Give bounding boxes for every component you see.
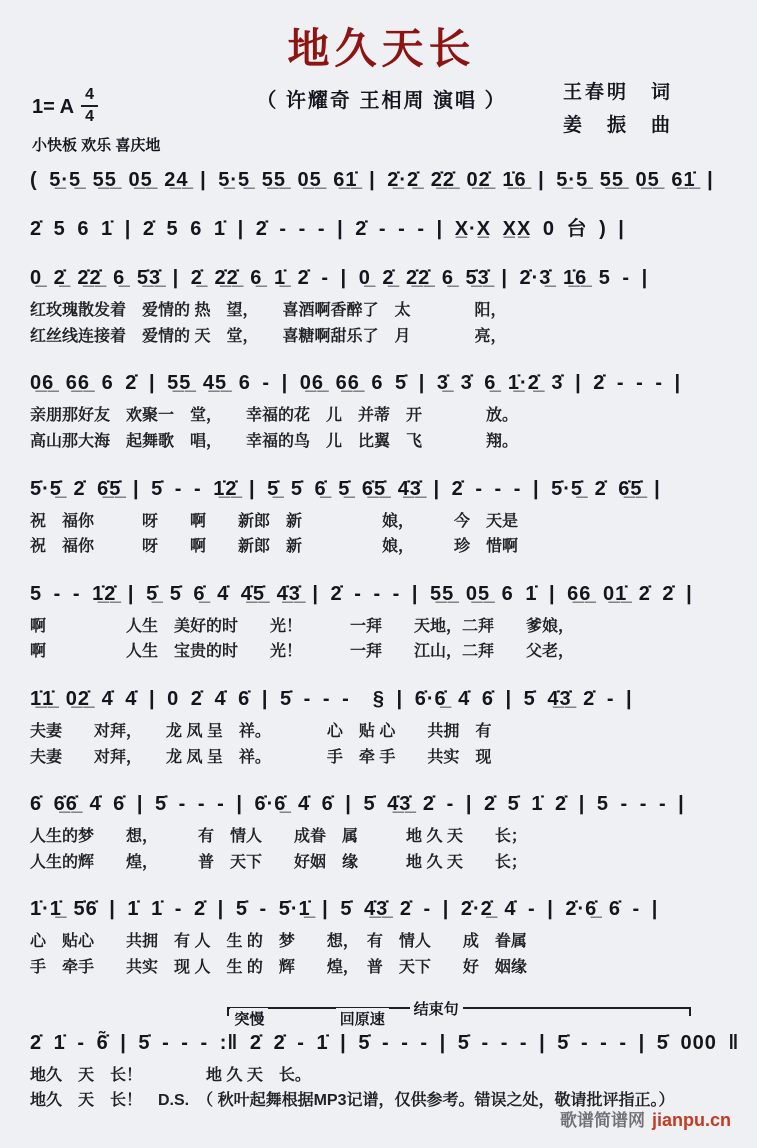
lyrics-row-b: 啊 人生 宝贵的时 光！ 一拜 江山，二拜 父老， xyxy=(30,643,575,661)
notation-row: 2̇ 1̇ - 6̇̃ | 5̇ - - - :‖ 2̇ 2̇ - 1̇ | 5̇ - - - | 5̇ - - - | 5̇ - - - | 5̇ 000 ‖ xyxy=(30,1031,740,1054)
lyrics-row-a: 红玫瑰散发着 爱情的 热 望， 喜酒啊香醉了 太 阳， xyxy=(30,302,507,320)
music-line-10 xyxy=(30,1023,740,1114)
lyrics-row-a: 啊 人生 美好的时 光！ 一拜 天地，二拜 爹娘， xyxy=(30,617,575,635)
lyrics-row-a: 地久 天 长！ 地 久 天 长。 xyxy=(30,1066,311,1084)
composer-credit: 姜 振 曲 xyxy=(562,115,673,137)
music-line-8 xyxy=(30,784,733,875)
notation-row: 1̇·1̲̇ 5̇6̇ | 1̇ 1̇ - 2̇ | 5̇ - 5̇·1̲̇ | 5̇ 4̲̇3̲̇ 2̇ - | 2̇·2̲̇ 4̇ - | 2̇·6̲̇ 6̇ - | xyxy=(30,898,659,921)
notation-row: 5̇·5̲̇ 2̇ 6̲̇5̲̇ | 5̇ - - 1̲̇2̲̇ | 5̲̇ 5̇ 6̲̇ 5̲̇ 6̲̇5̲̇ 4̲̇3̲̇ | 2̇ - - - | 5̇·5̲̇ 2̇ 6̲̇5̲̇ | xyxy=(30,477,661,500)
music-line-2 xyxy=(30,209,733,249)
music-line-7 xyxy=(30,679,733,770)
notation-row: 6̇ 6̲̇6̲̇ 4̇ 6̇ | 5̇ - - - | 6̇·6̲̇ 4̇ 6̇ | 5̇ 4̲̇3̲̇ 2̇ - | 2̇ 5̇ 1̇ 2̇ | 5 - - - | xyxy=(30,793,685,816)
header-row xyxy=(30,74,733,155)
time-signature-denominator: 4 xyxy=(85,108,94,126)
lyrics-row-b: 人生的辉 煌， 普 天下 好姻 缘 地 久 天 长； xyxy=(30,853,527,871)
music-line-1 xyxy=(30,160,733,200)
lyrics-row-b: 红丝线连接着 爱情的 天 堂， 喜糖啊甜乐了 月 亮， xyxy=(30,327,507,345)
music-line-3 xyxy=(30,258,733,349)
tempo-marking: 小快板 欢乐 喜庆地 xyxy=(32,137,161,155)
lyrics-row-b: 夫妻 对拜， 龙 凤 呈 祥。 手 牵 手 共实 现 xyxy=(30,748,492,766)
watermark xyxy=(560,1106,731,1131)
performers-line: （ 许耀奇 王相周 演唱 ） xyxy=(256,90,507,113)
ending-section xyxy=(30,995,733,1028)
music-line-4 xyxy=(30,363,733,454)
watermark-site-name: 歌谱简谱网 xyxy=(559,1111,645,1130)
notation-row: 5 - - 1̲̇2̲̇ | 5̲̇ 5̇ 6̲̇ 4̇ 4̲̇5̲̇ 4̲̇3̲̇ | 2̇ - - - | 5̲5̲ 0̲5̲ 6 1̇ | 6̲6̲ 0̲1̲̇ 2̇ 2̇ | xyxy=(30,582,693,605)
lyrics-row-a: 人生的梦 想， 有 情人 成眷 属 地 久 天 长； xyxy=(30,828,527,846)
lyrics-row-b: 高山那大海 起舞歌 唱， 幸福的鸟 儿 比翼 飞 翔。 xyxy=(30,432,519,450)
music-section xyxy=(30,160,740,1114)
lyrics-row-a: 夫妻 对拜， 龙 凤 呈 祥。 心 贴 心 共拥 有 xyxy=(30,722,492,740)
notation-row: 1̲̇1̲̇ 0̲2̲̇ 4̇ 4̇ | 0 2̇ 4̇ 6̇ | 5̇ - - - § | 6̇·6̲̇ 4̇ 6̇ | 5̇ 4̲̇3̲̇ 2̇ - | xyxy=(30,687,633,710)
key-signature: 1= A xyxy=(32,96,75,119)
notation-row: 0̲6̲ 6̲6̲ 6 2̇ | 5̲5̲ 4̲5̲ 6 - | 0̲6̲ 6̲6̲ 6 5̇ | 3̲̇ 3̇ 6̲ 1̲̇·2̲̇ 3̇ | 2̇ - - - | xyxy=(30,372,682,395)
credits xyxy=(563,76,673,143)
lyrics-row-b: 手 牵手 共实 现 人 生 的 辉 煌， 普 天下 好 姻缘 xyxy=(30,958,527,976)
notation-row: ( 5̲·5̲ 5̲5̲ 0̲5̲ 2̲4̲ | 5̲·5̲ 5̲5̲ 0̲5̲ 6̲1̲̇ | 2̲̇·2̲̇ 2̲̇2̲̇ 0̲2̲̇ 1̲̇6̲ | 5̲·5̲ 5̲5̲ 0̲5̲ 6̲1̲̇ | xyxy=(30,169,714,192)
music-line-5 xyxy=(30,469,733,560)
lyrics-row-a: 祝 福你 呀 啊 新郎 新 娘， 今 天是 xyxy=(30,512,519,530)
a-tempo-label: 回原速 xyxy=(336,1008,389,1029)
coda-label: 结束句 xyxy=(410,998,463,1019)
notation-row: 2̇ 5 6 1̇ | 2̇ 5 6 1̇ | 2̇ - - - | 2̇ - - - | X̲·X̲ X̲X̲ 0 台 ) | xyxy=(30,218,625,241)
music-line-9 xyxy=(30,889,733,980)
watermark-site-url: jianpu.cn xyxy=(651,1110,731,1130)
lyricist-credit: 王春明 词 xyxy=(562,82,673,104)
lyrics-row-a: 亲朋那好友 欢聚一 堂， 幸福的花 儿 并蒂 开 放。 xyxy=(30,407,519,425)
ritard-label: 突慢 xyxy=(230,1008,268,1029)
page-title: 地久天长 xyxy=(287,25,476,72)
music-line-6 xyxy=(30,574,733,665)
notation-row: 0̲ 2̲̇ 2̲̇2̲̇ 6̲ 5̲̇3̲̇ | 2̲̇ 2̲̇2̲̇ 6̲ 1̲̇ 2̇ - | 0̲ 2̲̇ 2̲̇2̲̇ 6̲ 5̲̇3̲̇ | 2̇·3̲̇ 1̲̇6̲ 5 - | xyxy=(30,267,649,290)
lyrics-row-b: 地久 天 长！ D.S. （ 秋叶起舞根据MP3记谱，仅供参考。错误之处，敬请批评指正。） xyxy=(30,1092,675,1110)
lyrics-row-b: 祝 福你 呀 啊 新郎 新 娘， 珍 惜啊 xyxy=(30,538,519,556)
time-signature-numerator: 4 xyxy=(81,86,98,107)
lyrics-row-a: 心 贴心 共拥 有 人 生 的 梦 想， 有 情人 成 眷属 xyxy=(30,933,527,951)
